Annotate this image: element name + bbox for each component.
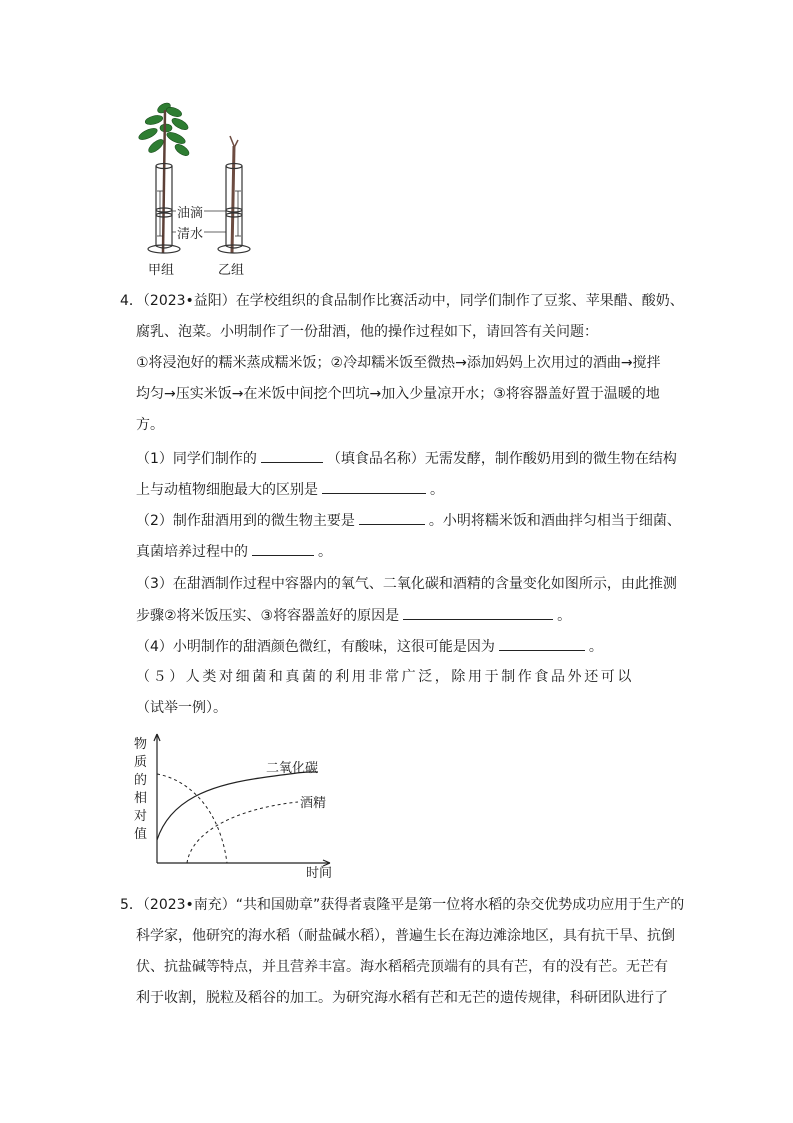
y-label-char-5: 对 xyxy=(134,809,148,824)
label-clear-water: 清水 xyxy=(176,223,204,242)
q4-part2-line2 xyxy=(136,541,332,562)
q4-part4-text-b: 。 xyxy=(588,639,603,655)
label-oil-drop: 油滴 xyxy=(176,202,204,221)
q4-part1-text-d: 。 xyxy=(430,482,444,498)
q4-header: 4．（2023•益阳）在学校组织的食品制作比赛活动中，同学们制作了豆浆、苹果醋、酸奶、 xyxy=(120,293,684,309)
y-label-char-2: 质 xyxy=(134,755,148,770)
content-change-chart xyxy=(130,730,350,881)
q4-line5: 方。 xyxy=(136,417,164,433)
answer-blank-food-name[interactable] xyxy=(261,448,323,463)
q4-part3-text-c: 。 xyxy=(557,608,572,624)
label-group-a: 甲组 xyxy=(148,263,175,278)
x-axis-label: 时间 xyxy=(306,866,333,881)
label-group-b: 乙组 xyxy=(218,263,245,278)
q4-part1-line2 xyxy=(136,479,444,500)
q5-line4: 利于收割，脱粒及稻谷的加工。为研究海水稻有芒和无芒的遗传规律，科研团队进行了 xyxy=(136,990,668,1006)
answer-blank-microbe[interactable] xyxy=(359,510,425,525)
answer-blank-culture-step[interactable] xyxy=(252,541,314,556)
answer-blank-sour-reason[interactable] xyxy=(499,636,585,651)
q4-part5-line1: （５）人类对细菌和真菌的利用非常广泛，除用于制作食品外还可以 xyxy=(136,669,634,685)
q4-part5-line2: （试举一例）。 xyxy=(136,700,227,716)
q4-part4-text-a: （4）小明制作的甜酒颜色微红，有酸味，这很可能是因为 xyxy=(136,639,495,655)
y-label-char-3: 的 xyxy=(134,773,148,788)
q5-line1: 5．（2023•南充）“共和国勋章”获得者袁隆平是第一位将水稻的杂交优势成功应用于生产的 xyxy=(120,897,685,913)
q4-part2-text-d: 。 xyxy=(318,544,332,560)
legend-carbon-dioxide: 二氧化碳 xyxy=(266,761,319,776)
q4-part2-text-a: （2）制作甜酒用到的微生物主要是 xyxy=(136,513,355,529)
answer-blank-reason[interactable] xyxy=(403,605,553,620)
q5-line2: 科学家，他研究的海水稻（耐盐碱水稻），普遍生长在海边滩涂地区，具有抗干旱、抗倒 xyxy=(136,928,675,944)
q4-part2-text-b: 。小明将糯米饭和酒曲拌匀相当于细菌、 xyxy=(428,513,681,529)
legend-alcohol: 酒精 xyxy=(300,796,327,811)
q4-part1-line1 xyxy=(136,448,677,469)
q4-part1-text-b: （填食品名称）无需发酵，制作酸奶用到的微生物在结构 xyxy=(326,451,677,467)
y-label-char-4: 相 xyxy=(134,791,148,806)
q4-part2-text-c: 真菌培养过程中的 xyxy=(136,544,248,560)
series-carbon-dioxide-line xyxy=(157,772,318,840)
q4-part1-text-c: 上与动植物细胞最大的区别是 xyxy=(136,482,318,498)
q5-line3: 伏、抗盐碱等特点，并且营养丰富。海水稻稻壳顶端有的具有芒，有的没有芒。无芒有 xyxy=(136,959,668,975)
q4-part4-line1 xyxy=(136,636,603,657)
q4-part3-line2 xyxy=(136,605,571,626)
q4-part1-text-a: （1）同学们制作的 xyxy=(136,451,257,467)
series-alcohol-line xyxy=(187,802,298,863)
q4-line3: ①将浸泡好的糯米蒸成糯米饭；②冷却糯米饭至微热→添加妈妈上次用过的酒曲→搅拌 xyxy=(136,355,661,371)
q4-part3-text-b: 步骤②将米饭压实、③将容器盖好的原因是 xyxy=(136,608,400,624)
cylinder-figure xyxy=(130,98,280,278)
q4-part3-line1: （3）在甜酒制作过程中容器内的氧气、二氧化碳和酒精的含量变化如图所示，由此推测 xyxy=(136,576,677,592)
y-axis-label xyxy=(134,736,150,844)
q4-line2: 腐乳、泡菜。小明制作了一份甜酒，他的操作过程如下，请回答有关问题： xyxy=(136,324,598,340)
y-label-char-6: 值 xyxy=(134,827,148,842)
q4-part2-line1 xyxy=(136,510,681,531)
q4-line4: 均匀→压实米饭→在米饭中间挖个凹坑→加入少量凉开水；③将容器盖好置于温暖的地 xyxy=(136,386,660,402)
answer-blank-structure-difference[interactable] xyxy=(322,479,426,494)
cylinder-figure-drawing xyxy=(130,98,280,278)
y-label-char-1: 物 xyxy=(134,737,148,752)
